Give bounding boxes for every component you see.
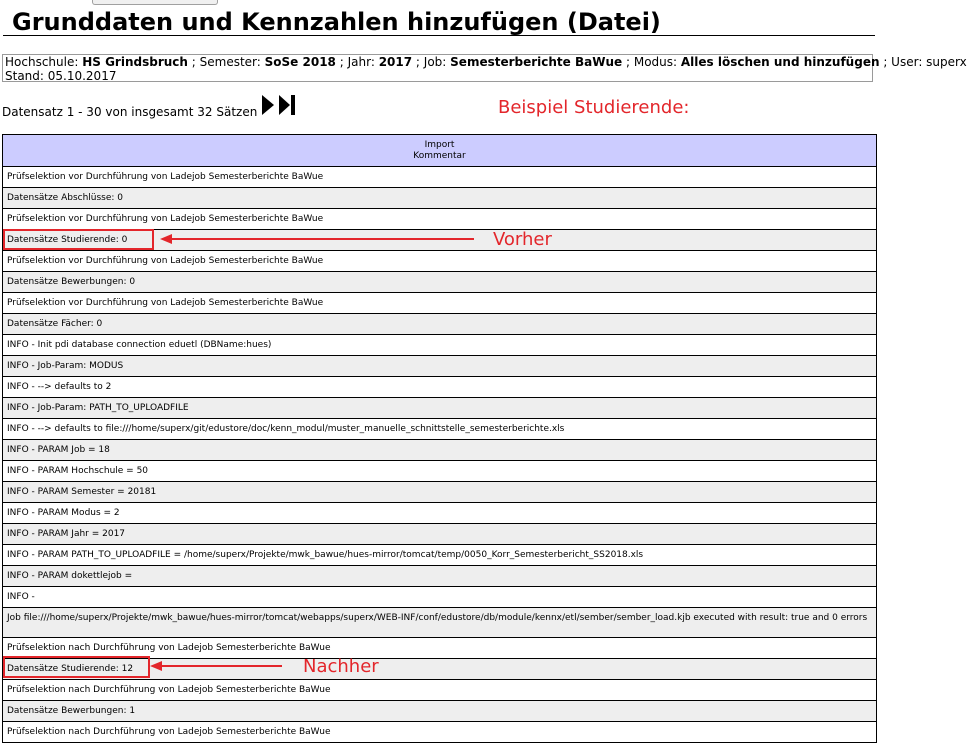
stand-text: Stand: 05.10.2017 <box>5 69 117 83</box>
table-row: Prüfselektion vor Durchführung von Ladejob Semesterberichte BaWue <box>3 251 876 272</box>
job-info-line <box>5 55 967 69</box>
semester-value: SoSe 2018 <box>264 55 336 69</box>
job-label: ; Job: <box>415 55 447 69</box>
jahr-value: 2017 <box>378 55 413 69</box>
hochschule-label: Hochschule: <box>5 55 79 69</box>
example-title: Beispiel Studierende: <box>498 97 690 118</box>
jahr-label: ; Jahr: <box>339 55 375 69</box>
table-row: Prüfselektion vor Durchführung von Ladejob Semesterberichte BaWue <box>3 293 876 314</box>
table-row: INFO - PARAM Jahr = 2017 <box>3 524 876 545</box>
table-row: Datensätze Fächer: 0 <box>3 314 876 335</box>
import-table <box>2 134 877 743</box>
table-row: INFO - PARAM PATH_TO_UPLOADFILE = /home/superx/Projekte/mwk_bawue/hues-mirror/tomcat/temp/0050_Korr_Semesterbericht_SS2018.xls <box>3 545 876 566</box>
table-row: Datensätze Studierende: 12 <box>3 659 876 680</box>
table-row: Prüfselektion nach Durchführung von Ladejob Semesterberichte BaWue <box>3 722 876 743</box>
play-next-icon[interactable] <box>261 94 275 120</box>
table-row: INFO - PARAM Modus = 2 <box>3 503 876 524</box>
table-row: INFO - PARAM Semester = 20181 <box>3 482 876 503</box>
table-row: INFO - <box>3 587 876 608</box>
table-row: Datensätze Bewerbungen: 0 <box>3 272 876 293</box>
header-kommentar: Kommentar <box>413 151 466 161</box>
after-arrow-icon <box>150 659 284 673</box>
table-row: INFO - Job-Param: PATH_TO_UPLOADFILE <box>3 398 876 419</box>
semester-label: ; Semester: <box>191 55 261 69</box>
after-label: Nachher <box>303 656 379 677</box>
table-row: INFO - --> defaults to file:///home/superx/git/edustore/doc/kenn_modul/muster_manuelle_schnittstelle_semesterberichte.xls <box>3 419 876 440</box>
skip-last-icon[interactable] <box>278 94 296 120</box>
page-title: Grunddaten und Kennzahlen hinzufügen (Datei) <box>12 8 661 36</box>
table-row: INFO - PARAM Hochschule = 50 <box>3 461 876 482</box>
table-row: Job file:///home/superx/Projekte/mwk_bawue/hues-mirror/tomcat/webapps/superx/WEB-INF/conf/edustore/db/module/kennx/etl/sember/sember_load.kjb executed with result: true and 0 errors <box>3 608 876 638</box>
after-highlight-box <box>3 656 150 678</box>
table-row: Prüfselektion vor Durchführung von Ladejob Semesterberichte BaWue <box>3 209 876 230</box>
header-import: Import <box>424 140 455 150</box>
pager <box>2 94 296 120</box>
modus-value: Alles löschen und hinzufügen <box>680 55 880 69</box>
hochschule-value: HS Grindsbruch <box>82 55 188 69</box>
table-row: Datensätze Bewerbungen: 1 <box>3 701 876 722</box>
table-row: INFO - Init pdi database connection eduetl (DBName:hues) <box>3 335 876 356</box>
pager-text: Datensatz 1 - 30 von insgesamt 32 Sätzen <box>2 105 258 119</box>
table-row: INFO - PARAM dokettlejob = <box>3 566 876 587</box>
user-text: ; User: superx <box>883 55 967 69</box>
table-row: Prüfselektion nach Durchführung von Ladejob Semesterberichte BaWue <box>3 680 876 701</box>
table-row: INFO - Job-Param: MODUS <box>3 356 876 377</box>
before-arrow-icon <box>160 232 476 246</box>
before-label: Vorher <box>493 229 552 250</box>
job-info-box <box>2 54 967 83</box>
table-header <box>3 135 876 167</box>
job-value: Semesterberichte BaWue <box>450 55 623 69</box>
table-row: Prüfselektion vor Durchführung von Ladejob Semesterberichte BaWue <box>3 167 876 188</box>
table-row: Datensätze Studierende: 0 <box>3 230 876 251</box>
before-highlight-box <box>3 229 154 250</box>
table-row: INFO - PARAM Job = 18 <box>3 440 876 461</box>
table-row: INFO - --> defaults to 2 <box>3 377 876 398</box>
table-row: Prüfselektion nach Durchführung von Ladejob Semesterberichte BaWue <box>3 638 876 659</box>
modus-label: ; Modus: <box>625 55 678 69</box>
table-row: Datensätze Abschlüsse: 0 <box>3 188 876 209</box>
top-button-edge[interactable] <box>92 0 218 5</box>
title-divider <box>3 35 875 36</box>
